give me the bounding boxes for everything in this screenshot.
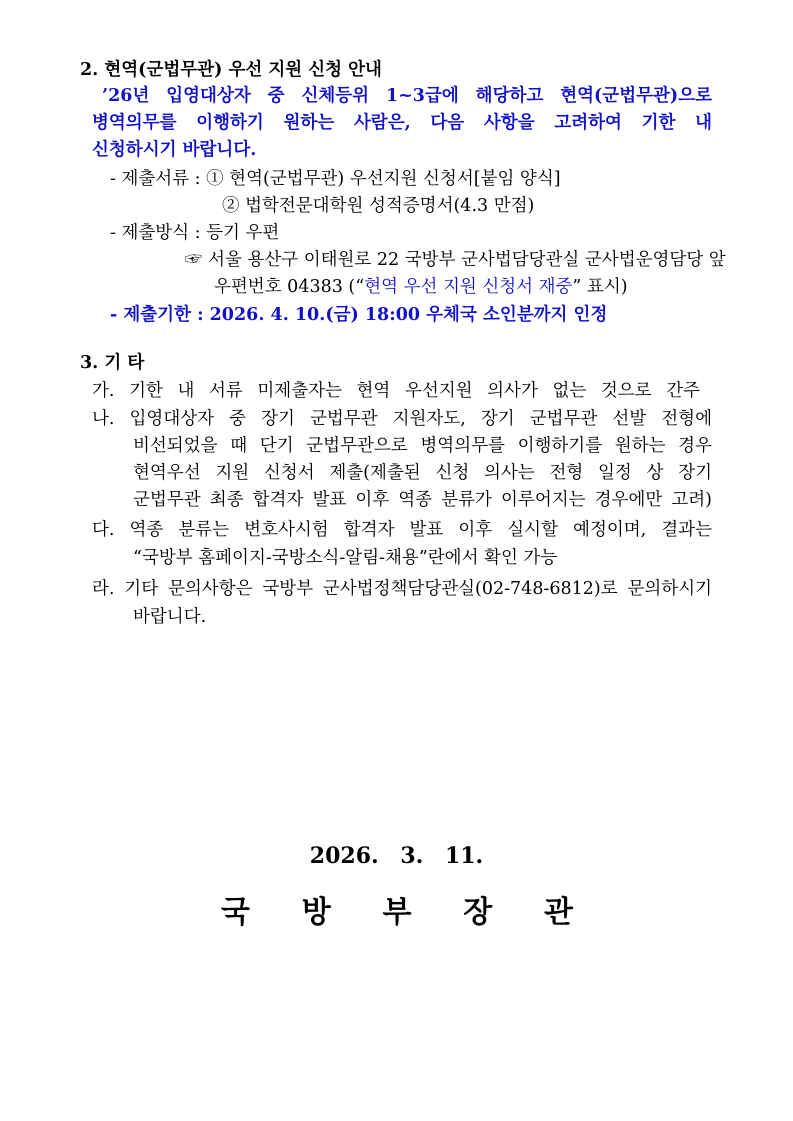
signature-char: 국 (221, 895, 250, 930)
section2-heading: 2. 현역(군법무관) 우선 지원 신청 안내 (80, 60, 382, 80)
item-ga: 가. 기한 내 서류 미제출자는 현역 우선지원 의사가 없는 것으로 간주 (92, 381, 700, 401)
postal-code-text: 우편번호 04383 (“ (214, 277, 365, 297)
signature-char: 방 (301, 895, 331, 930)
item-na-line-1: 나. 입영대상자 중 장기 군법무관 지원자도, 장기 군법무관 선발 전형에 (92, 409, 712, 429)
item-na-line-3: 현역우선 지원 신청서 제출(제출된 신청 의사는 전형 일정 상 장기 (133, 463, 712, 483)
item-ra-line-1: 라. 기타 문의사항은 국방부 군사법정책담당관실(02-748-6812)로 문의하시기 (92, 579, 712, 599)
item-na-line-2: 비선되었을 때 단기 군법무관으로 병역의무를 이행하기를 원하는 경우 (133, 436, 712, 456)
submission-documents-label: - 제출서류 : ① 현역(군법무관) 우선지원 신청서[붙임 양식] (110, 169, 561, 189)
item-da-line-1: 다. 역종 분류는 변호사시험 합격자 발표 이후 실시할 예정이며, 결과는 (92, 520, 712, 540)
signature-block (221, 887, 573, 931)
section2-intro-line-3: 신청하시기 바랍니다. (92, 140, 257, 160)
section3-heading: 3. 기 타 (80, 353, 145, 373)
item-da-line-2: “국방부 홈페이지-국방소식-알림-채용”란에서 확인 가능 (133, 548, 558, 568)
signature-char: 장 (463, 895, 493, 930)
signature-char: 부 (382, 895, 412, 930)
item-na-line-4: 군법무관 최종 합격자 발표 이후 역종 분류가 이루어지는 경우에만 고려) (133, 490, 712, 510)
envelope-marking-text: 현역 우선 지원 신청서 재중 (364, 277, 573, 297)
issue-date: 2026. 3. 11. (309, 843, 484, 869)
submission-deadline: - 제출기한 : 2026. 4. 10.(금) 18:00 우체국 소인분까지 인정 (110, 305, 608, 325)
section2-intro-line-1: ’26년 입영대상자 중 신체등위 1~3급에 해당하고 현역(군법무관)으로 (102, 86, 712, 106)
mailing-address-line-1: ☞ 서울 용산구 이태원로 22 국방부 군사법담당관실 군사법운영담당 앞 (185, 250, 726, 270)
mailing-address-line-2 (214, 274, 628, 300)
envelope-marking-suffix: ” 표시) (572, 277, 628, 297)
submission-documents-item-2: ② 법학전문대학원 성적증명서(4.3 만점) (222, 196, 535, 216)
section2-intro-line-2: 병역의무를 이행하기 원하는 사람은, 다음 사항을 고려하여 기한 내 (92, 113, 712, 133)
submission-method-label: - 제출방식 : 등기 우편 (110, 223, 280, 243)
item-ra-line-2: 바랍니다. (133, 607, 207, 627)
signature-char: 관 (544, 895, 573, 930)
